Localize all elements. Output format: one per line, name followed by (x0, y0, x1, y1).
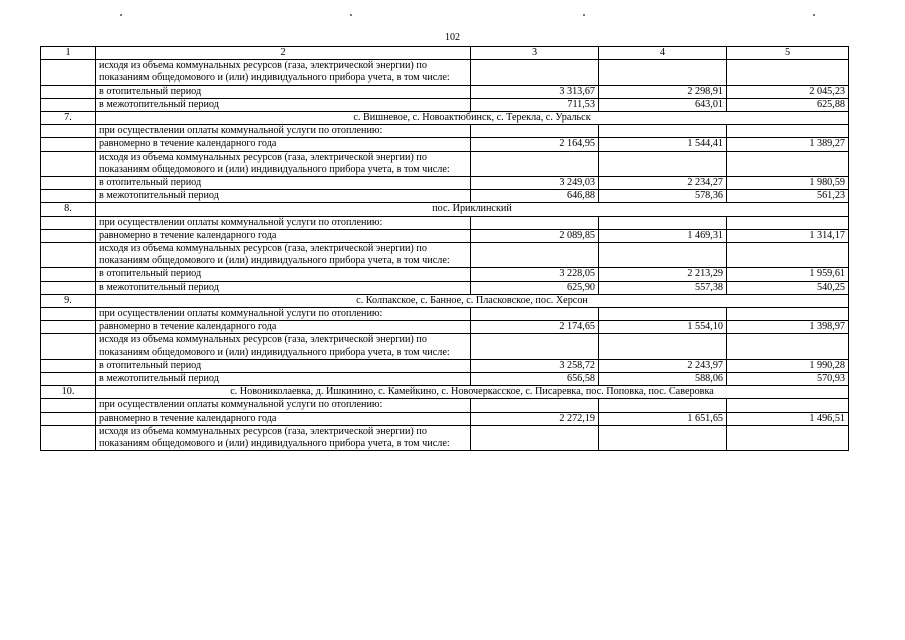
value-col5: 1 980,59 (727, 177, 849, 190)
table-row (41, 308, 849, 321)
row-number (41, 359, 96, 372)
value-col3 (471, 60, 599, 85)
value-col3 (471, 308, 599, 321)
row-description: в отопительный период (96, 359, 471, 372)
table-row (41, 216, 849, 229)
table-row (41, 60, 849, 85)
row-description: исходя из объема коммунальных ресурсов (газа, электрической энергии) по показаниям общедомового и (или) индивидуального прибора учета, в том числе: (96, 243, 471, 268)
value-col3: 2 174,65 (471, 321, 599, 334)
value-col5 (727, 125, 849, 138)
row-description: равномерно в течение календарного года (96, 412, 471, 425)
value-col3 (471, 425, 599, 450)
value-col4 (599, 243, 727, 268)
row-number (41, 243, 96, 268)
value-col3 (471, 151, 599, 176)
row-description: при осуществлении оплаты коммунальной услуги по отоплению: (96, 399, 471, 412)
value-col5: 570,93 (727, 373, 849, 386)
value-col4 (599, 216, 727, 229)
row-number (41, 85, 96, 98)
value-col3: 2 164,95 (471, 138, 599, 151)
header-cell: 3 (471, 47, 599, 60)
row-number (41, 138, 96, 151)
value-col4 (599, 151, 727, 176)
value-col3: 625,90 (471, 281, 599, 294)
tariff-table (40, 46, 849, 451)
row-description: в отопительный период (96, 177, 471, 190)
table-row (41, 125, 849, 138)
locality-name: с. Новониколаевка, д. Ишкинино, с. Камейкино, с. Новочеркасское, с. Писаревка, пос. Поповка, пос. Саверовка (96, 386, 849, 399)
row-description: в отопительный период (96, 268, 471, 281)
value-col3 (471, 216, 599, 229)
row-description: в межотопительный период (96, 190, 471, 203)
value-col3 (471, 125, 599, 138)
table-row (41, 177, 849, 190)
header-cell: 1 (41, 47, 96, 60)
locality-row (41, 112, 849, 125)
locality-name: пос. Ириклинский (96, 203, 849, 216)
value-col4 (599, 399, 727, 412)
locality-row (41, 294, 849, 307)
value-col4 (599, 334, 727, 359)
locality-row (41, 203, 849, 216)
row-number (41, 308, 96, 321)
value-col3: 3 313,67 (471, 85, 599, 98)
value-col5: 2 045,23 (727, 85, 849, 98)
table-body (41, 47, 849, 451)
row-number: 10. (41, 386, 96, 399)
value-col5: 561,23 (727, 190, 849, 203)
row-number (41, 334, 96, 359)
table-row (41, 243, 849, 268)
value-col5 (727, 425, 849, 450)
header-cell: 5 (727, 47, 849, 60)
table-row (41, 359, 849, 372)
row-description: при осуществлении оплаты коммунальной услуги по отоплению: (96, 308, 471, 321)
value-col3: 711,53 (471, 98, 599, 111)
value-col3: 3 228,05 (471, 268, 599, 281)
value-col5: 625,88 (727, 98, 849, 111)
row-number (41, 425, 96, 450)
value-col3 (471, 334, 599, 359)
value-col4: 2 213,29 (599, 268, 727, 281)
table-row (41, 321, 849, 334)
header-cell: 2 (96, 47, 471, 60)
table-row (41, 268, 849, 281)
value-col4: 643,01 (599, 98, 727, 111)
value-col4: 557,38 (599, 281, 727, 294)
row-number (41, 190, 96, 203)
value-col3: 2 089,85 (471, 229, 599, 242)
row-number (41, 321, 96, 334)
value-col4: 1 544,41 (599, 138, 727, 151)
value-col5: 540,25 (727, 281, 849, 294)
row-number (41, 216, 96, 229)
value-col5 (727, 308, 849, 321)
locality-name: с. Вишневое, с. Новоактюбинск, с. Терекла, с. Уральск (96, 112, 849, 125)
value-col5: 1 496,51 (727, 412, 849, 425)
scan-speck (813, 14, 815, 16)
row-number (41, 177, 96, 190)
value-col4: 1 651,65 (599, 412, 727, 425)
scan-speck (583, 14, 585, 16)
value-col3: 656,58 (471, 373, 599, 386)
table-row (41, 151, 849, 176)
value-col5: 1 314,17 (727, 229, 849, 242)
row-description: равномерно в течение календарного года (96, 229, 471, 242)
value-col4: 2 298,91 (599, 85, 727, 98)
row-description: в межотопительный период (96, 373, 471, 386)
row-description: в отопительный период (96, 85, 471, 98)
value-col5 (727, 60, 849, 85)
row-number (41, 399, 96, 412)
row-description: при осуществлении оплаты коммунальной услуги по отоплению: (96, 125, 471, 138)
locality-row (41, 386, 849, 399)
value-col5: 1 959,61 (727, 268, 849, 281)
table-row (41, 425, 849, 450)
header-row (41, 47, 849, 60)
table-row (41, 229, 849, 242)
row-number (41, 98, 96, 111)
value-col5: 1 398,97 (727, 321, 849, 334)
scan-speck (120, 14, 122, 16)
row-description: исходя из объема коммунальных ресурсов (газа, электрической энергии) по показаниям общедомового и (или) индивидуального прибора учета, в том числе: (96, 334, 471, 359)
value-col4 (599, 125, 727, 138)
row-description: исходя из объема коммунальных ресурсов (газа, электрической энергии) по показаниям общедомового и (или) индивидуального прибора учета, в том числе: (96, 60, 471, 85)
value-col3: 3 249,03 (471, 177, 599, 190)
row-description: равномерно в течение календарного года (96, 321, 471, 334)
row-number (41, 151, 96, 176)
row-number: 9. (41, 294, 96, 307)
header-cell: 4 (599, 47, 727, 60)
row-description: при осуществлении оплаты коммунальной услуги по отоплению: (96, 216, 471, 229)
value-col4: 588,06 (599, 373, 727, 386)
row-description: исходя из объема коммунальных ресурсов (газа, электрической энергии) по показаниям общедомового и (или) индивидуального прибора учета, в том числе: (96, 151, 471, 176)
value-col5 (727, 151, 849, 176)
row-number (41, 125, 96, 138)
value-col5: 1 990,28 (727, 359, 849, 372)
value-col3: 2 272,19 (471, 412, 599, 425)
row-number (41, 373, 96, 386)
row-description: равномерно в течение календарного года (96, 138, 471, 151)
value-col5: 1 389,27 (727, 138, 849, 151)
table-row (41, 399, 849, 412)
row-number: 8. (41, 203, 96, 216)
value-col4: 2 234,27 (599, 177, 727, 190)
page-number: 102 (445, 32, 460, 43)
value-col3 (471, 243, 599, 268)
table-row (41, 373, 849, 386)
row-number (41, 60, 96, 85)
row-number (41, 268, 96, 281)
table-row (41, 412, 849, 425)
value-col5 (727, 243, 849, 268)
row-description: в межотопительный период (96, 281, 471, 294)
value-col4 (599, 425, 727, 450)
row-description: исходя из объема коммунальных ресурсов (газа, электрической энергии) по показаниям общедомового и (или) индивидуального прибора учета, в том числе: (96, 425, 471, 450)
row-number (41, 229, 96, 242)
value-col3: 3 258,72 (471, 359, 599, 372)
value-col4: 1 469,31 (599, 229, 727, 242)
row-description: в межотопительный период (96, 98, 471, 111)
value-col3 (471, 399, 599, 412)
value-col4 (599, 308, 727, 321)
table-row (41, 98, 849, 111)
value-col4: 578,36 (599, 190, 727, 203)
table-row (41, 138, 849, 151)
value-col4: 2 243,97 (599, 359, 727, 372)
table-row (41, 190, 849, 203)
locality-name: с. Колпакское, с. Банное, с. Пласковское, пос. Херсон (96, 294, 849, 307)
value-col5 (727, 399, 849, 412)
value-col4 (599, 60, 727, 85)
row-number: 7. (41, 112, 96, 125)
value-col5 (727, 216, 849, 229)
row-number (41, 412, 96, 425)
value-col5 (727, 334, 849, 359)
table-row (41, 334, 849, 359)
table-row (41, 85, 849, 98)
table-row (41, 281, 849, 294)
scan-speck (350, 14, 352, 16)
row-number (41, 281, 96, 294)
value-col4: 1 554,10 (599, 321, 727, 334)
value-col3: 646,88 (471, 190, 599, 203)
